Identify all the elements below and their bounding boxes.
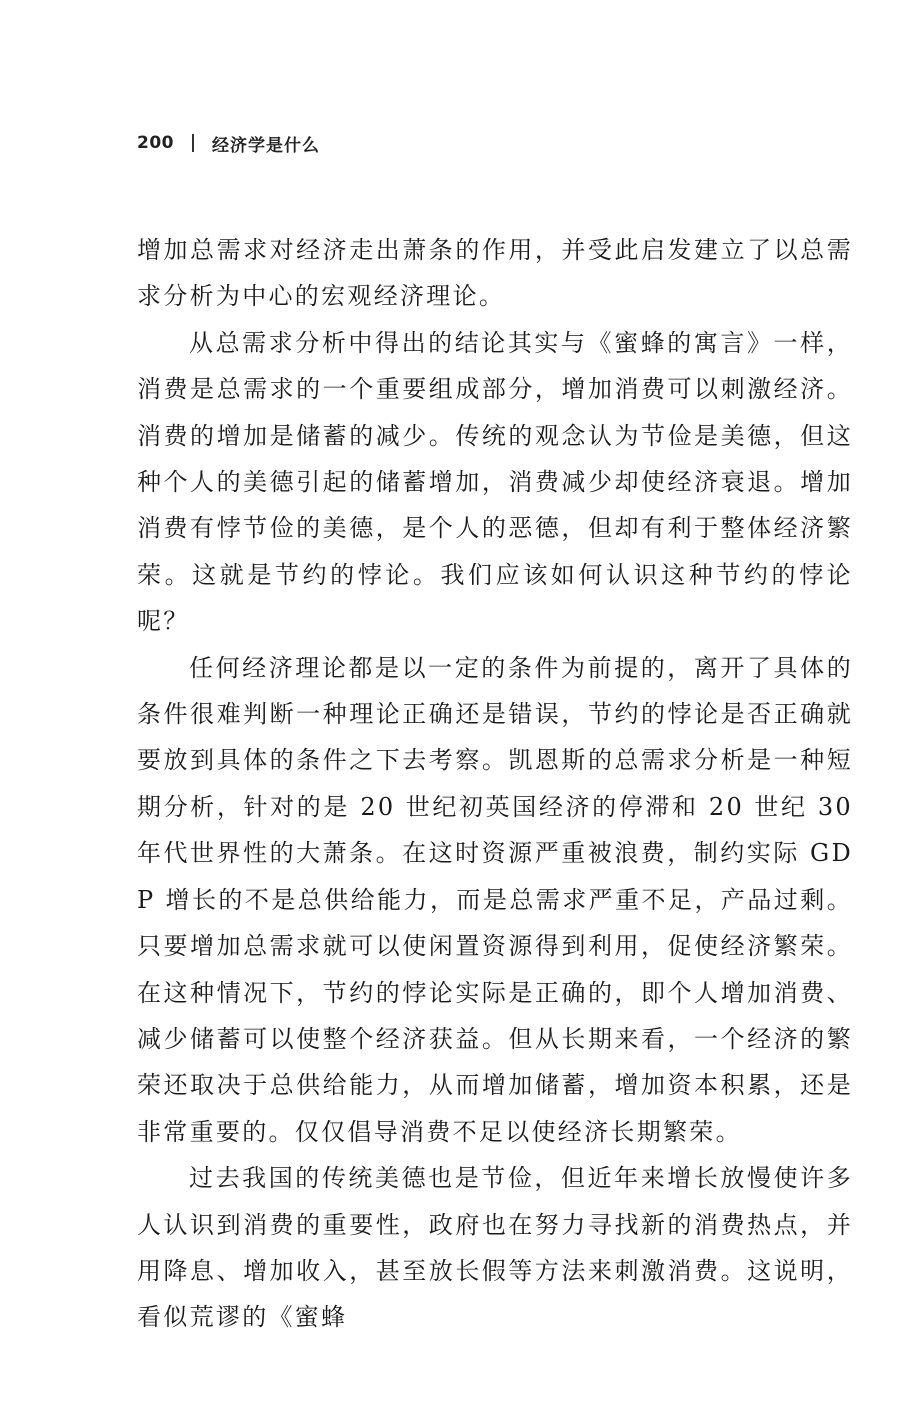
paragraph: 过去我国的传统美德也是节俭，但近年来增长放慢使许多人认识到消费的重要性，政府也在努力寻找新的消费热点，并用降息、增加收入，甚至放长假等方法来刺激消费。这说明，看似荒谬的《蜜蜂 <box>137 1164 853 1332</box>
paragraph-continued: 增加总需求对经济走出萧条的作用，并受此启发建立了以总需求分析为中心的宏观经济理论。 <box>137 236 853 311</box>
header-divider <box>192 134 194 152</box>
paragraph: 任何经济理论都是以一定的条件为前提的，离开了具体的条件很难判断一种理论正确还是错误，节约的悖论是否正确就要放到具体的条件之下去考察。凯恩斯的总需求分析是一种短期分析，针对的是 20 世纪初英国经济的停滞和 20 世纪 30 年代世界性的大萧条。在这时资源严重被浪费，制约实际 GDP 增长的不是总供给能力，而是总需求严重不足，产品过剩。只要增加总需求就可以使闲置资源得到利用，促使经济繁荣。在这种情况下，节约的悖论实际是正确的，即个人增加消费、减少储蓄可以使整个经济获益。但从长期来看，一个经济的繁荣还取决于总供给能力，从而增加储蓄，增加资本积累，还是非常重要的。仅仅倡导消费不足以使经济长期繁荣。 <box>137 653 853 1146</box>
page-number: 200 <box>137 133 174 153</box>
body-text <box>137 227 853 1341</box>
page-header <box>137 130 320 156</box>
paragraph: 从总需求分析中得出的结论其实与《蜜蜂的寓言》一样，消费是总需求的一个重要组成部分，增加消费可以刺激经济。消费的增加是储蓄的减少。传统的观念认为节俭是美德，但这种个人的美德引起的储蓄增加，消费减少却使经济衰退。增加消费有悖节俭的美德，是个人的恶德，但却有利于整体经济繁荣。这就是节约的悖论。我们应该如何认识这种节约的悖论呢？ <box>137 328 853 636</box>
running-title: 经济学是什么 <box>212 135 320 156</box>
